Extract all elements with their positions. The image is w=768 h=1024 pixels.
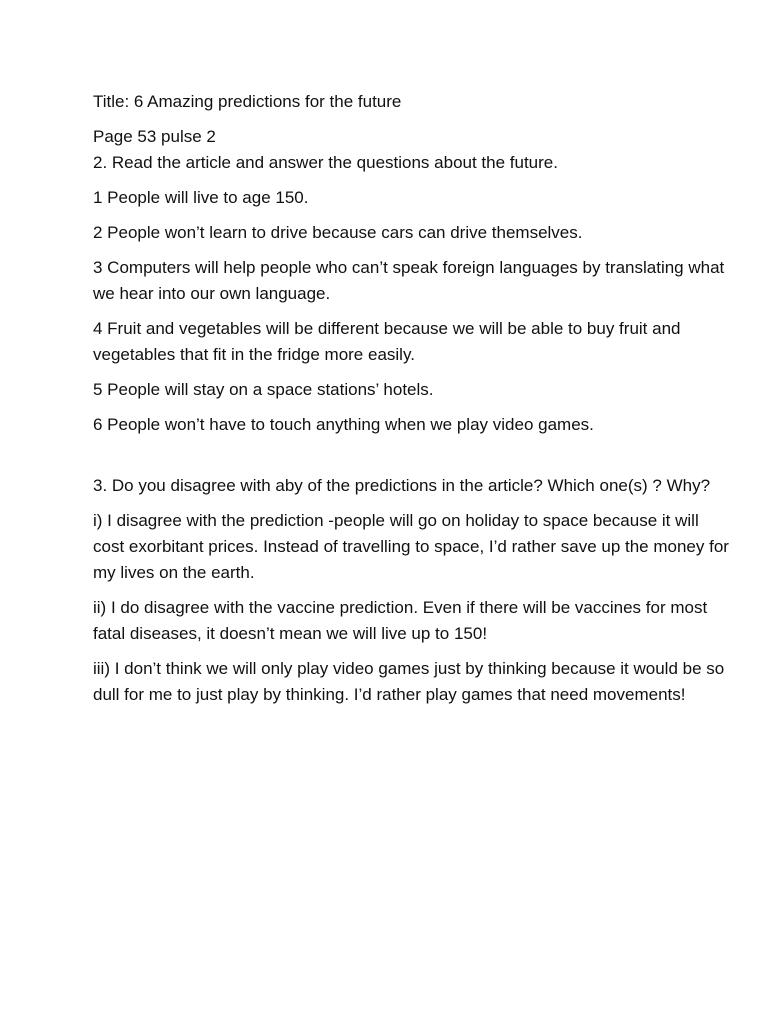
q2-answer-1: 1 People will live to age 150. [93,188,309,207]
q3-answer-3: iii) I don’t think we will only play video games just by thinking because it would be so dull for me to just play by thinking. I’d rather play games that need movements! [93,659,725,704]
document-page [93,89,733,708]
q3-answer-2: ii) I do disagree with the vaccine prediction. Even if there will be vaccines for most fatal diseases, it doesn’t mean we will live up to 150! [93,598,708,643]
q3-answer-1: i) I disagree with the prediction -people will go on holiday to space because it will cost exorbitant prices. Instead of travelling to space, I’d rather save up the money for my lives on the earth. [93,511,729,582]
document-title: Title: 6 Amazing predictions for the future [93,92,402,111]
q2-answer-5: 5 People will stay on a space stations’ hotels. [93,380,434,399]
q2-answer-6: 6 People won’t have to touch anything when we play video games. [93,415,594,434]
page-reference: Page 53 pulse 2 [93,127,216,146]
q2-answer-4: 4 Fruit and vegetables will be different because we will be able to buy fruit and vegetables that fit in the fridge more easily. [93,319,681,364]
question-3-heading: 3. Do you disagree with aby of the predictions in the article? Which one(s) ? Why? [93,476,711,495]
q2-answer-3: 3 Computers will help people who can’t speak foreign languages by translating what we hear into our own language. [93,258,725,303]
question-2-heading: 2. Read the article and answer the questions about the future. [93,153,558,172]
q2-answer-2: 2 People won’t learn to drive because cars can drive themselves. [93,223,583,242]
